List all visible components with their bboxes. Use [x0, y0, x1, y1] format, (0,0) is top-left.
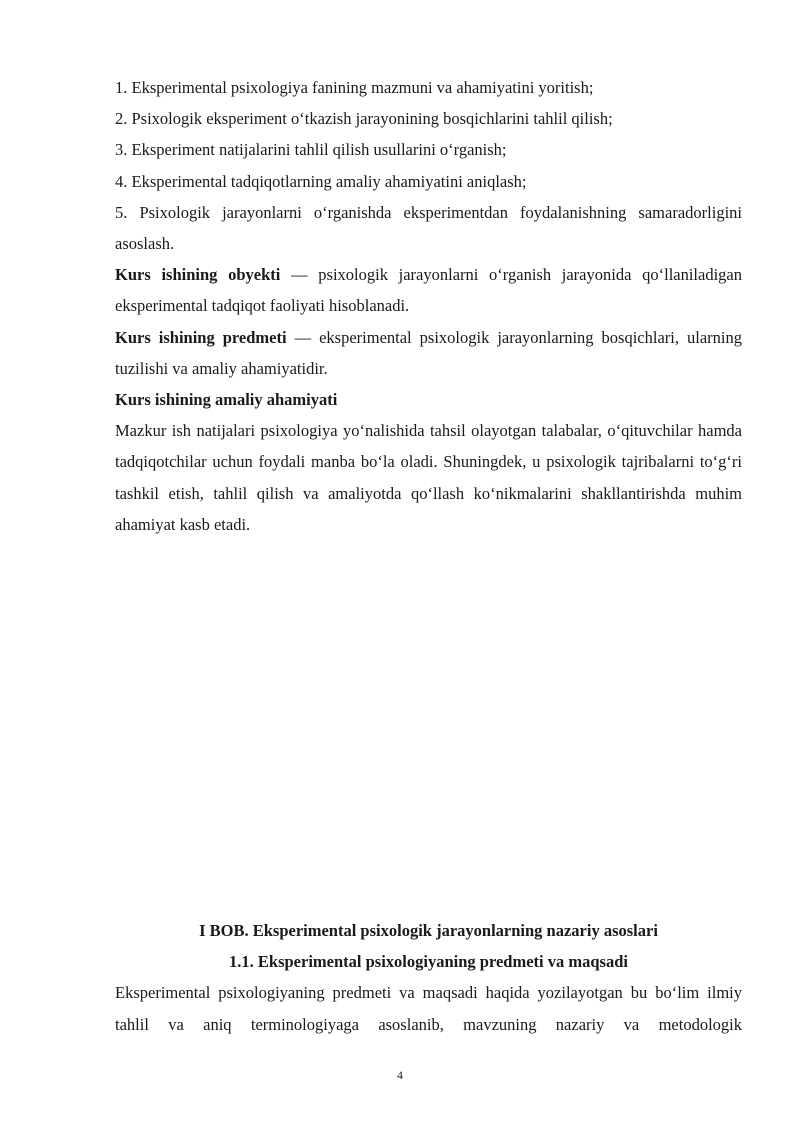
- chapter-title: I BOB. Eksperimental psixologik jarayonlarning nazariy asoslari: [199, 921, 658, 940]
- practical-heading: Kurs ishining amaliy ahamiyati: [115, 390, 338, 410]
- section-title: 1.1. Eksperimental psixologiyaning predmeti va maqsadi: [229, 952, 628, 972]
- list-item-2: 2. Psixologik eksperiment o‘tkazish jarayonining bosqichlarini tahlil qilish;: [115, 109, 613, 129]
- list-item-5: 5. Psixologik jarayonlarni o‘rganishda eksperimentdan foydalanishning samaradorligini asoslash.: [115, 202, 742, 254]
- subject-text: — eksperimental psixologik jarayonlarning bosqichlari, ularning tuzilishi va amaliy ahamiyatidir.: [115, 327, 742, 378]
- object-text: — psixologik jarayonlarni o‘rganish jarayonida qo‘llaniladigan eksperimental tadqiqot faoliyati hisoblanadi.: [115, 265, 742, 316]
- subject-paragraph: [115, 322, 742, 384]
- page-number: 4: [397, 1068, 403, 1082]
- subject-label: Kurs ishining predmeti: [115, 327, 287, 347]
- list-item-4: 4. Eksperimental tadqiqotlarning amaliy ahamiyatini aniqlash;: [115, 171, 527, 191]
- list-item-3: 3. Eksperiment natijalarini tahlil qilish usullarini o‘rganish;: [115, 140, 507, 160]
- object-label: Kurs ishining obyekti: [115, 265, 281, 285]
- chapter-block: [115, 915, 742, 1040]
- list-item-1: 1. Eksperimental psixologiya fanining mazmuni va ahamiyatini yoritish;: [115, 78, 594, 97]
- document-body: [115, 72, 742, 540]
- practical-text: Mazkur ish natijalari psixologiya yo‘nalishida tahsil olayotgan talabalar, o‘qituvchilar hamda tadqiqotchilar uchun foydali manba bo‘la oladi. Shuningdek, u psixologik tajribalarni to‘g‘ri tashkil etish, tahlil qilish va amaliyotda qo‘llash ko‘nikmalarini shakllantirishda muhim ahamiyat kasb etadi.: [115, 421, 742, 534]
- chapter-text: Eksperimental psixologiyaning predmeti va maqsadi haqida yozilayotgan bu bo‘lim ilmiy tahlil va aniq terminologiyaga asoslanib, mavzuning nazariy va metodologik: [115, 983, 742, 1034]
- object-paragraph: [115, 259, 742, 321]
